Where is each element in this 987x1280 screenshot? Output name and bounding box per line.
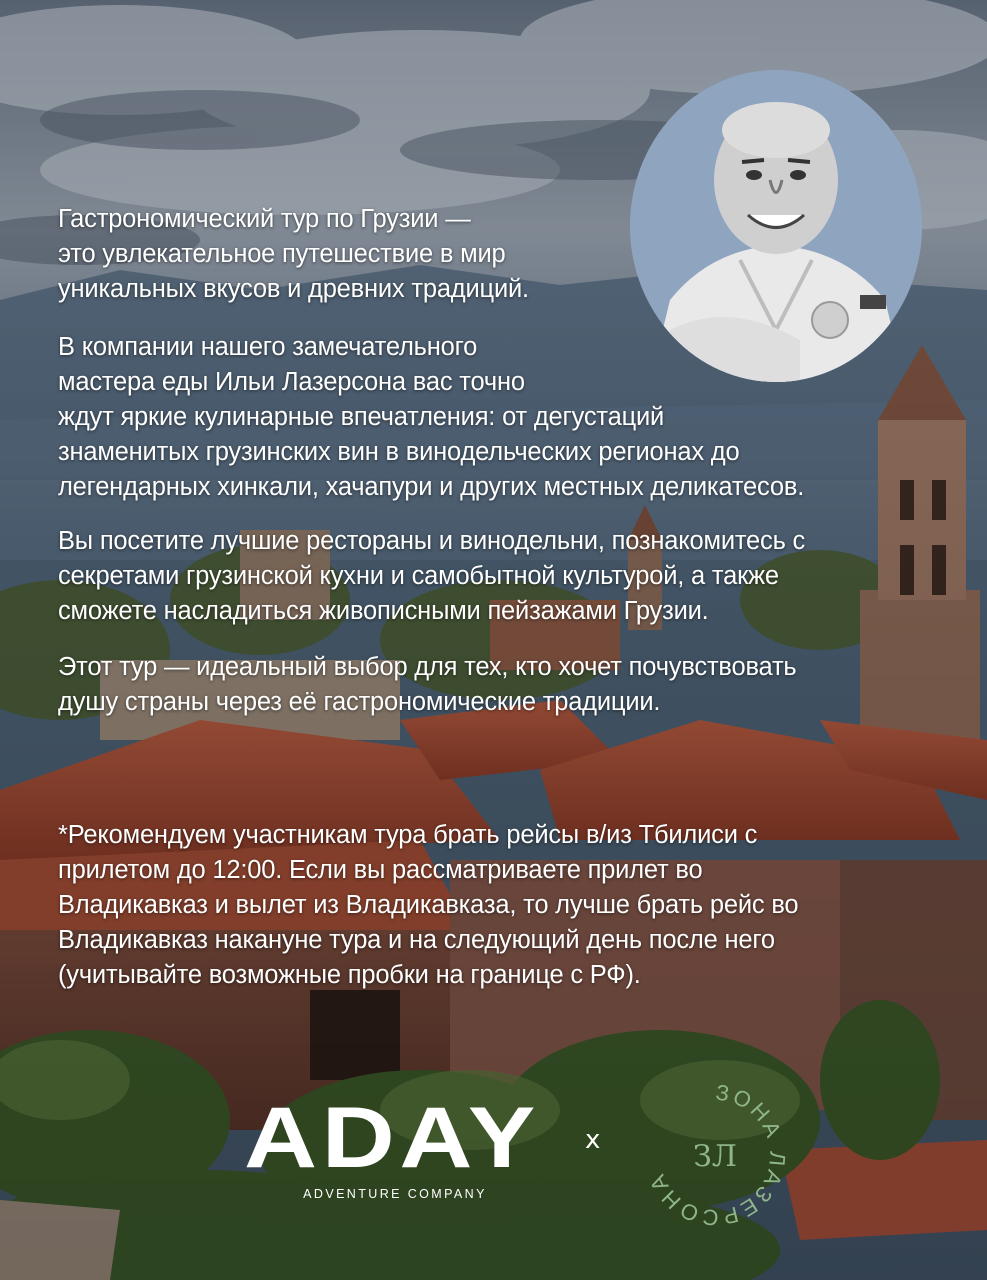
- zona-lazersona-logo: [640, 1080, 790, 1230]
- partner-logo-text: ЗОНА ЛАЗЕРСОНА: [643, 1080, 790, 1230]
- partner-logo-mark: ЗЛ: [693, 1139, 737, 1174]
- partnership-separator: x: [585, 1125, 601, 1155]
- intro-paragraph-2: В компании нашего замечательного мастера еды Ильи Лазерсона вас точно ждут яркие кулинарные впечатления: от дегустаций знаменитых грузинских вин в винодельческих регионах до легендарных хинкали, хачапури и других местных деликатесов.: [58, 333, 805, 501]
- intro-paragraph-3: Вы посетите лучшие рестораны и винодельни, познакомитесь с секретами грузинской кухни и самобытной культурой, а также сможете насладиться живописными пейзажами Грузии.: [58, 527, 806, 625]
- footer-logos: [0, 1080, 987, 1230]
- aday-logo: [242, 1095, 542, 1175]
- brand-name: ADAY: [244, 1095, 540, 1175]
- intro-paragraph-4: Этот тур — идеальный выбор для тех, кто хочет почувствовать душу страны через её гастрономические традиции.: [58, 653, 797, 716]
- brand-tagline: ADVENTURE COMPANY: [303, 1187, 487, 1201]
- intro-paragraph-1: Гастрономический тур по Грузии — это увлекательное путешествие в мир уникальных вкусов и древних традиций.: [58, 205, 529, 303]
- flight-note: *Рекомендуем участникам тура брать рейсы в/из Тбилиси с прилетом до 12:00. Если вы рассматриваете прилет во Владикавказ и вылет из Владикавказа, то лучше брать рейс во Владикавказ накануне тура и на следующий день после него (учитывайте возможные пробки на границе с РФ).: [58, 821, 799, 989]
